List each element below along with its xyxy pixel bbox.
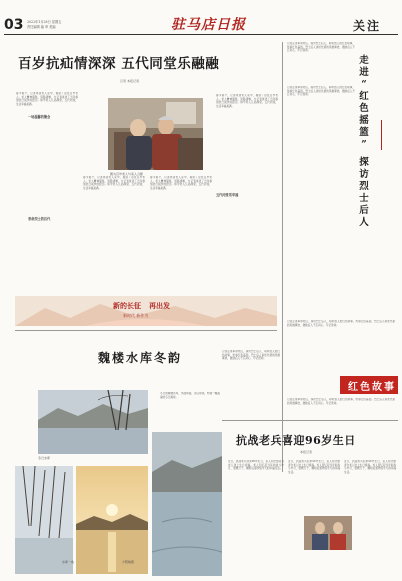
article1-photo (108, 98, 203, 170)
article1-subhead: 五代同堂话幸福 (216, 193, 239, 197)
header-rule (4, 34, 398, 35)
article1-byline: 记者 本报记者 (120, 79, 139, 83)
article2-photo-1 (38, 390, 148, 454)
article3-body-col: 近日，抗战老兵迎来96岁生日，家人和志愿者为老人送上生日祝福。老人回忆起当年的战斗岁月，感慨万千，嘱咐后辈珍惜今天的幸福生活。 (344, 460, 396, 474)
article1-photo-caption: 图为百岁老人与家人合影 (110, 172, 144, 176)
feature-title-char: 探 (359, 157, 369, 168)
page-number: 03 (4, 17, 24, 33)
feature-title-char: 士 (359, 193, 369, 204)
feature-title-char: “ (361, 79, 367, 90)
feature-title-char: 人 (359, 217, 369, 228)
article1-subhead: 一场温馨的聚会 (28, 115, 51, 119)
article2-caption: 冬日水库 (38, 456, 51, 460)
feature-body-col: 记者走进革命老区，探访烈士后人，聆听感人的红色故事，传承红色基因。烈士后人讲述先辈的英雄事迹，激励后人不忘初心、牢记使命。 (287, 86, 355, 97)
article3-body-col: 近日，抗战老兵迎来96岁生日，家人和志愿者为老人送上生日祝福。老人回忆起当年的战斗岁月，感慨万千，嘱咐后辈珍惜今天的幸福生活。 (228, 460, 284, 471)
feature-title-char: 访 (359, 169, 369, 180)
section-label: 关注 (353, 19, 382, 33)
article1-title: 百岁抗疝情深深 五代同堂乐融融 (18, 56, 220, 72)
banner-subtext: 新时代 新作为 (123, 313, 149, 318)
masthead-logo: 驻马店日报 (171, 17, 246, 33)
article2-body: 冬日的魏楼水库，水面如镜，远山如黛，构成一幅美丽的冬日画卷。 (160, 392, 220, 399)
article2-photo-2 (15, 466, 73, 574)
article3-title: 抗战老兵喜迎96岁生日 (236, 434, 356, 447)
feature-title (357, 55, 377, 229)
article2-caption: 水库一角 (62, 560, 75, 564)
article2-photo-4 (152, 432, 222, 576)
date-line: 2022年1月28日 星期五 (27, 20, 62, 24)
article1-banner (15, 296, 277, 326)
article3-byline: 本报记者 (300, 450, 313, 454)
feature-title-char: 烈 (359, 181, 369, 192)
article1-body-col: 春节前夕，记者来到老人家中，看望了这位百岁老人。老人精神矍铄，思路清晰，与记者讲述了当年参加抗日战争的经历。如今老人儿孙满堂，五代同堂，生活幸福美满。 (83, 176, 145, 190)
feature-title-char: 后 (359, 205, 369, 216)
article2-title: 魏楼水库冬韵 (98, 351, 183, 365)
section-rule (222, 420, 398, 421)
feature-title-char: 色 (359, 103, 369, 114)
article1-subhead: 革命烈士的后代 (28, 217, 51, 221)
article1-body-col: 春节前夕，记者来到老人家中，看望了这位百岁老人。老人精神矍铄，思路清晰，与记者讲述了当年参加抗日战争的经历。如今老人儿孙满堂，五代同堂，生活幸福美满。 (150, 176, 212, 190)
feature-body-col: 记者走进革命老区，探访烈士后人，聆听感人的红色故事，传承红色基因。烈士后人讲述先辈的英雄事迹，激励后人不忘初心、牢记使命。 (222, 350, 280, 361)
banner-text: 新的长征 (113, 301, 141, 310)
article1-body-col: 春节前夕，记者来到老人家中，看望了这位百岁老人。老人精神矍铄，思路清晰，与记者讲述了当年参加抗日战争的经历。如今老人儿孙满堂，五代同堂，生活幸福美满。 (16, 92, 78, 106)
banner-text: 再出发 (149, 301, 170, 310)
article2-caption: 夕阳晚照 (122, 560, 135, 564)
section-rule (15, 330, 277, 331)
feature-kicker: 红色故事 (348, 382, 396, 393)
article2-photo-3 (76, 466, 148, 574)
feature-title-char: ” (361, 139, 367, 150)
article3-photo (304, 516, 352, 550)
feature-body-col: 记者走进革命老区，探访烈士后人，聆听感人的红色故事，传承红色基因。烈士后人讲述先辈的英雄事迹，激励后人不忘初心、牢记使命。 (287, 42, 355, 53)
article1-body-col: 春节前夕，记者来到老人家中，看望了这位百岁老人。老人精神矍铄，思路清晰，与记者讲述了当年参加抗日战争的经历。如今老人儿孙满堂，五代同堂，生活幸福美满。 (216, 94, 278, 108)
article3-body-col: 近日，抗战老兵迎来96岁生日，家人和志愿者为老人送上生日祝福。老人回忆起当年的战斗岁月，感慨万千，嘱咐后辈珍惜今天的幸福生活。 (288, 460, 340, 474)
page-header (0, 0, 402, 36)
feature-title-char: 红 (359, 91, 369, 102)
column-divider (282, 42, 283, 472)
editor-line: 责任编辑 编 审 美编 (27, 25, 56, 29)
feature-title-char: 进 (359, 67, 369, 78)
feature-body-col: 记者走进革命老区，探访烈士后人，聆听感人的红色故事，传承红色基因。烈士后人讲述先辈的英雄事迹，激励后人不忘初心、牢记使命。 (287, 398, 395, 405)
feature-body-col: 记者走进革命老区，探访烈士后人，聆听感人的红色故事，传承红色基因。烈士后人讲述先辈的英雄事迹，激励后人不忘初心、牢记使命。 (287, 320, 395, 327)
feature-title-accent (381, 120, 382, 150)
feature-title-char: 篮 (359, 127, 369, 138)
feature-title-char: 走 (359, 55, 369, 66)
feature-title-char: 摇 (359, 115, 369, 126)
